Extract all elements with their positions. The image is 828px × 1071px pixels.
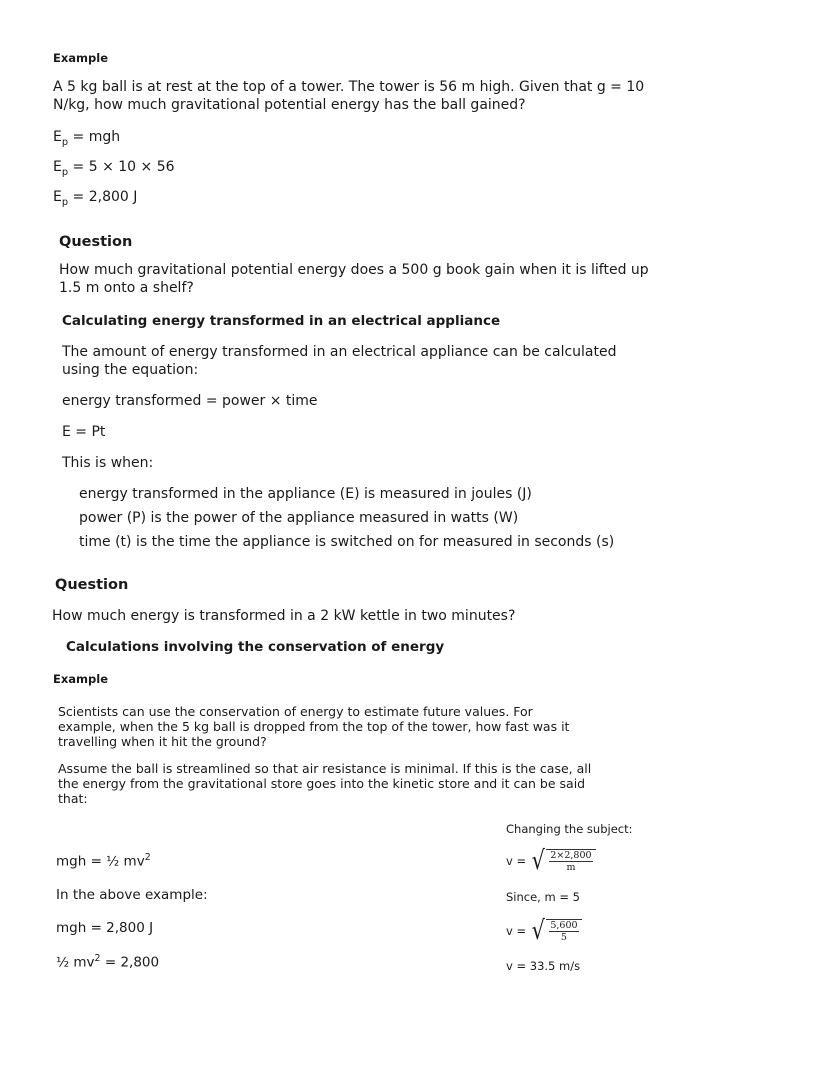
question2-text: How much energy is transformed in a 2 kW kettle in two minutes?	[52, 608, 516, 624]
symbol-equation: E = Pt	[62, 424, 106, 440]
question1-line1: How much gravitational potential energy does a 500 g book gain when it is lifted up	[59, 262, 649, 278]
equation-ep-substitution: $E_p = 5 \times 10 \times 56$	[53, 159, 175, 178]
equation-kinetic-value: ½ $mv^2 = 2,800$	[56, 953, 160, 971]
electrical-heading: Calculating energy transformed in an electrical appliance	[62, 313, 501, 329]
example-text-line2: N/kg, how much gravitational potential energy has the ball gained?	[53, 97, 526, 113]
v-sqrt-equation-1: v = √ $\frac{2\times 2,800}{m}$	[506, 848, 596, 874]
electrical-line2: using the equation:	[62, 362, 199, 378]
list-item: power (P) is the power of the appliance measured in watts (W)	[79, 510, 519, 526]
sqrt-icon: √	[531, 916, 545, 946]
equation-mgh-value: mgh = 2,800 J	[56, 920, 154, 936]
word-equation: energy transformed = power × time	[62, 393, 318, 409]
equation-ep-result: $E_p = 2,800$ J	[53, 189, 138, 208]
question1-line2: 1.5 m onto a shelf?	[59, 280, 194, 296]
since-m: Since, m = 5	[506, 890, 580, 904]
changing-subject: Changing the subject:	[506, 822, 633, 836]
question2-heading: Question	[55, 577, 129, 593]
example-text-line1: A 5 kg ball is at rest at the top of a tower. The tower is 56 m high. Given that g = 10	[53, 79, 645, 95]
conservation-heading: Calculations involving the conservation of energy	[66, 639, 445, 655]
para1-line: Scientists can use the conservation of energy to estimate future values. For	[58, 704, 533, 719]
para1-line: example, when the 5 kg ball is dropped from the top of the tower, how fast was it	[58, 719, 570, 734]
sqrt-icon: √	[531, 846, 545, 876]
v-sqrt-equation-2: v = √ $\frac{5,600}{5}$	[506, 918, 582, 944]
para2-line: Assume the ball is streamlined so that air resistance is minimal. If this is the case, all	[58, 761, 592, 776]
above-example: In the above example:	[56, 887, 208, 903]
equation-ep-mgh: $E_p$ = mgh	[53, 129, 121, 148]
para1-line: travelling when it hit the ground?	[58, 734, 267, 749]
question1-heading: Question	[59, 234, 133, 250]
conservation-example-heading: Example	[53, 672, 108, 686]
list-item: energy transformed in the appliance (E) is measured in joules (J)	[79, 486, 532, 502]
list-item: time (t) is the time the appliance is switched on for measured in seconds (s)	[79, 534, 615, 550]
equation-mgh-kinetic: mgh = ½ $mv^2$	[56, 852, 151, 870]
para2-line: the energy from the gravitational store goes into the kinetic store and it can be said	[58, 776, 586, 791]
v-result: v = 33.5 m/s	[506, 959, 581, 973]
this-is-when: This is when:	[62, 455, 154, 471]
electrical-line1: The amount of energy transformed in an electrical appliance can be calculated	[62, 344, 617, 360]
example-heading: Example	[53, 51, 108, 65]
para2-line: that:	[58, 791, 88, 806]
